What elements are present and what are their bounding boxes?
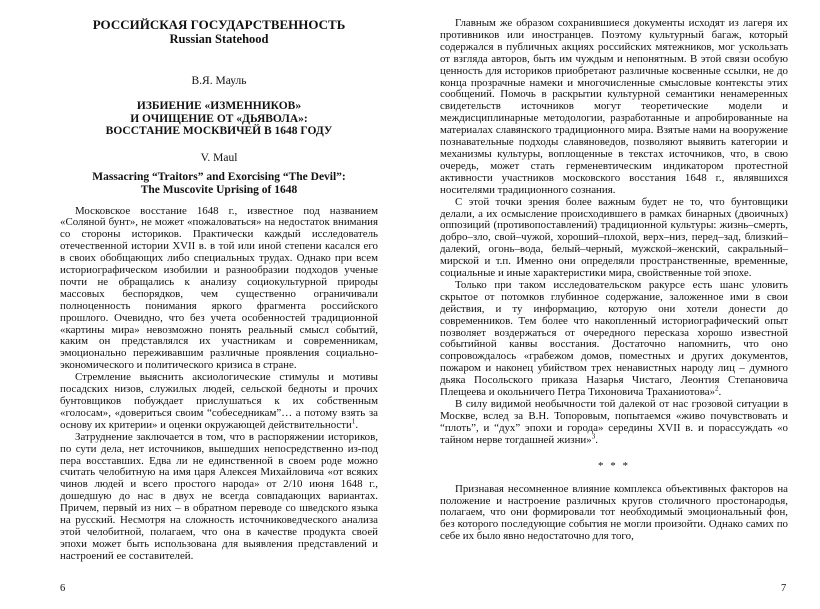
title-en-line: Massacring “Traitors” and Exorcising “The Devil”: (92, 170, 346, 183)
footnote-ref[interactable]: 1 (351, 417, 356, 426)
paragraph: Признавая несомненное влияние комплекса объективных факторов на положение и настроение различных кругов столичного простонародья, полагаем, что они формировали тот необходимый эмоциональный фон, без которого последующие события не могли произойти. Однако самих по себе их было явно недостаточно для того, (440, 482, 788, 543)
footnote-ref[interactable]: 2 (715, 384, 719, 393)
section-separator: * * * (598, 459, 630, 472)
article-title-en (60, 171, 378, 197)
paragraph: Московское восстание 1648 г., известное под названием «Соляной бунт», не может «пожаловаться» на недостаток внимания со стороны историков. Практически каждый исследователь отечественной истории XVII в. в той или иной степени касался его в своих обобщающих либо специальных трудах. Однако при всем историографическом изобилии и разнообразии подходов ученые почти не обращались к анализу социокультурной природы массовых беспорядков, чем существенно ограничивали полноценность понимания яркого фрагмента российского прошлого. Очевидно, что без учета особенностей традиционной «картины мира» невозможно понять реальный смысл событий, каким он представлялся их участникам и современникам, эмоционально переживавшим различные проявления социально-экономического и политического кризиса в стране. (60, 204, 378, 372)
title-ru-line: ИЗБИЕНИЕ «ИЗМЕННИКОВ» (136, 100, 302, 112)
title-ru-line: ВОССТАНИЕ МОСКВИЧЕЙ В 1648 ГОДУ (105, 125, 333, 137)
section-title: РОССИЙСКАЯ ГОСУДАРСТВЕННОСТЬ (92, 17, 346, 32)
section-subtitle: Russian Statehood (169, 32, 269, 46)
paragraph: В силу видимой необычности той далекой от нас грозовой ситуации в Москве, вслед за В.Н. Топоровым, попытаемся «живо почувствовать и “плоть”, и “дух” эпохи и города» середины XVII в. и порассуждать «о тайном нерве тогдашней жизни»$^3$. (440, 398, 788, 446)
article-title-ru (60, 100, 378, 138)
author-en: V. Maul (200, 151, 238, 164)
footnote-ref[interactable]: 3 (591, 432, 596, 441)
left-page (60, 18, 378, 563)
right-page (440, 18, 788, 543)
paragraph: С этой точки зрения более важным будет не то, что бунтовщики делали, а их осмысление происходившего в рамках бинарных (двоичных) оппозиций (противопоставлений) традиционной культуры: жизнь–смерть, добро–зло, свой–чужой, хороший–плохой, верх–низ, перед–зад, близкий–далекий, огонь–вода, белый–черный, мужской–женский, сакральный–мирской и т.п. Именно они определяли пространственные, временные, социальные и иные характеристики мира, свойственные той эпохе. (440, 195, 788, 280)
title-en-line: The Muscovite Uprising of 1648 (140, 183, 298, 196)
paragraph: Главным же образом сохранившиеся документы исходят из лагеря их противников или иностранцев. Поэтому культурный багаж, который содержался в публичных акциях российских мятежников, мог ускользать от взгляда авторов, быть им чуждым и непонятным. В этой связи особую ценность для историков приобретают различные косвенные ссылки, не до конца прозрачные намеки и многочисленные смысловые контексты этих сообщений. Помочь в раскрытии культурной семантики ненамеренных свидетельств источников могут теоретические модели и междисциплинарные методологии, разработанные и апробированные на материалах славянского традиционного мира. Взятые нами на вооружение познавательные подходы славяноведов, позволяют выявить категории и механизмы культуры, воплощенные в текстах источников, что, в свою очередь, может стать герменевтическим индикатором протестной активности участников московского восстания 1648 г., являвшихся носителями традиционного сознания. (440, 17, 788, 196)
title-ru-line: И ОЧИЩЕНИЕ ОТ «ДЬЯВОЛА»: (130, 112, 308, 125)
left-body (60, 206, 378, 563)
paragraph: Затруднение заключается в том, что в распоряжении историков, по сути дела, нет источников, вышедших непосредственно из-под пера восставших. Едва ли не единственной в своем роде можно считать челобитную на имя царя Алексея Михайловича «от всяких чинов людей и всего простого народа» от 2/10 июня 1648 г., дошедшую до нас в двух не всегда совпадающих вариантах. Причем, первый из них – в обратном переводе со шведского языка на русский. Несмотря на сложность источниковедческого анализа этой челобитной, полагаем, что она в качестве продукта своей эпохи может быть использована для выявления представлений и настроений ее составителей. (60, 430, 378, 562)
paragraph: Стремление выяснить аксиологические стимулы и мотивы посадских низов, служилых людей, сельской бедноты и прочих бунтовщиков побуждает прислушаться к их собственным «голосам», «довериться своим “собеседникам”… а потому взять за основу их критерии» и оценки окружающей действительности$^1$. (60, 371, 378, 431)
page-number-left: 6 (60, 583, 66, 594)
author-ru: В.Я. Мауль (191, 75, 247, 87)
page-number-right: 7 (781, 583, 787, 594)
paragraph: Только при таком исследовательском ракурсе есть шанс уловить скрытое от потомков глубинное содержание, заложенное ими в свои действия, и ту информацию, которую они хотели донести до современников. Тем более что накопленный историографический опыт позволяет воздержаться от очередного пересказа хорошо известной событийной канвы восстания. Достаточно напомнить, что оно сопровождалось «грабежом домов, поместных и других документов, пожаром и наконец убийством трех ненавистных народу лиц – думного дьяка Посольского приказа Назарья Чистаго, Леонтия Степановича Плещеева и окольничего Петра Тихоновича Траханиотова»$^2$. (440, 278, 788, 399)
